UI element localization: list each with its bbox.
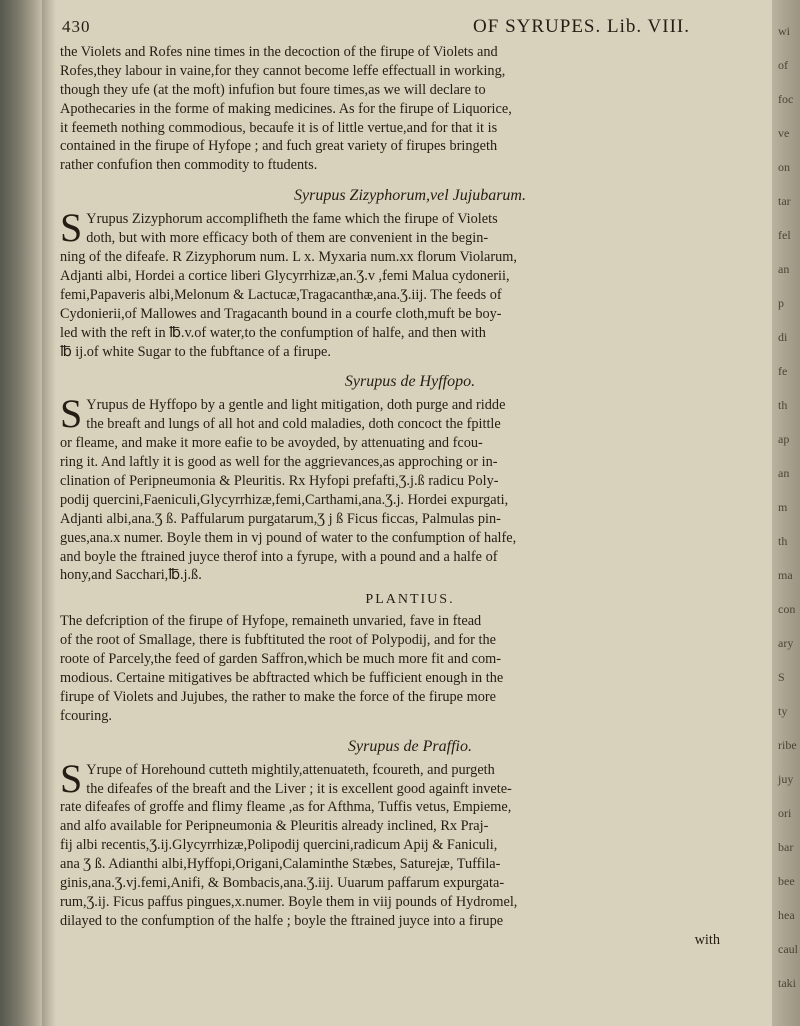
neighbor-page-fragment: ve <box>778 126 790 140</box>
neighbor-page-fragment: bee <box>778 874 795 888</box>
neighbor-page-fragment: juy <box>778 772 794 786</box>
section-title: Syrupus de Hyffopo. <box>344 373 476 391</box>
neighbor-page-fragment: wi <box>778 24 790 38</box>
plantius-paragraph <box>60 612 760 725</box>
text-line: ana Ʒ ß. Adianthi albi,Hyffopi,Origani,Calaminthe Stæbes, Saturejæ, Tuffila- <box>60 856 501 873</box>
section-paragraph <box>60 755 760 950</box>
section-paragraph <box>60 205 760 361</box>
neighbor-page-fragment: ori <box>778 806 792 820</box>
text-line: the difeafes of the breaft and the Liver ; it is excellent good againft invete- <box>86 780 512 797</box>
text-line: the Violets and Rofes nine times in the decoction of the firupe of Violets and <box>60 43 498 60</box>
text-line: Rofes,they labour in vaine,for they cannot become leffe effectuall in working, <box>60 62 506 79</box>
drop-cap: S <box>60 391 83 437</box>
text-line: rather confufion then commodity to ftudents. <box>60 157 318 174</box>
text-line: femi,Papaveris albi,Melonum & Lactucæ,Tragacanthæ,ana.Ʒ.iij. The feeds of <box>60 286 502 303</box>
text-line: and boyle the ftrained juyce therof into a fyrupe, with a pound and a halfe of <box>60 548 498 565</box>
text-line: dilayed to the confumption of the halfe ; boyle the ftrained juyce into a firupe <box>60 912 504 929</box>
neighbor-page-fragment: tar <box>778 194 791 208</box>
running-header <box>62 18 760 37</box>
section-title: Syrupus de Praffio. <box>348 737 472 755</box>
text-line: it feemeth nothing commodious, becaufe it is of little vertue,and for that it is <box>60 119 498 136</box>
text-line: ning of the difeafe. R Zizyphorum num. L x. Myxaria num.xx florum Violarum, <box>60 248 517 265</box>
neighbor-page-fragment: foc <box>778 92 794 106</box>
text-line: contained in the firupe of Hyfope ; and fuch great variety of firupes bringeth <box>60 138 498 155</box>
neighbor-page-fragment: fel <box>778 228 791 242</box>
neighbor-page-fragment: con <box>778 602 796 616</box>
neighbor-page-fragment: th <box>778 398 788 412</box>
text-line: Adjanti albi, Hordei a cortice liberi Glycyrrhizæ,an.Ʒ.v ,femi Malua cydonerii, <box>60 267 510 284</box>
text-line: The defcription of the firupe of Hyfope, remaineth unvaried, fave in ftead <box>60 613 482 630</box>
neighbor-page-fragment: S <box>778 670 785 684</box>
text-line: Adjanti albi,ana.Ʒ ß. Paffularum purgatarum,Ʒ j ß Ficus ficcas, Palmulas pin- <box>60 510 501 527</box>
catchword: with <box>694 931 720 948</box>
neighbor-page-fragment: taki <box>778 976 796 990</box>
text-line: rum,Ʒ.ij. Ficus paffus pingues,x.numer. Boyle them in viij pounds of Hydromel, <box>60 893 518 910</box>
text-line: ginis,ana.Ʒ.vj.femi,Anifi, & Bombacis,ana.Ʒ.iij. Uuarum paffarum expurgata- <box>60 875 505 892</box>
book-spine-shadow <box>0 0 42 1026</box>
gutter-shadow <box>42 0 56 1026</box>
text-line: Cydonierii,of Mallowes and Tragacanth bound in a courfe cloth,muft be boy- <box>60 305 502 322</box>
text-line: Yrupus de Hyffopo by a gentle and light mitigation, doth purge and ridde <box>86 397 506 414</box>
text-line: roote of Parcely,the feed of garden Saffron,which be much more fit and com- <box>60 651 502 668</box>
neighbor-page-fragment: on <box>778 160 790 174</box>
text-line: Yrupe of Horehound cutteth mightily,attenuateth, fcoureth, and purgeth <box>86 761 495 778</box>
text-line: ring it. And laftly it is good as well for the aggrievances,as approching or in- <box>60 454 498 471</box>
neighbor-page-fragment: of <box>778 58 788 72</box>
page-text-block <box>60 18 760 950</box>
drop-cap: S <box>60 205 83 251</box>
neighbor-page-fragment: an <box>778 262 790 276</box>
neighbor-page-fragment: m <box>778 500 788 514</box>
neighbor-page-fragment: p <box>778 296 784 310</box>
text-line: doth, but with more efficacy both of them are convenient in the begin- <box>86 230 489 247</box>
neighbor-page-fragment: hea <box>778 908 795 922</box>
text-line: hony,and Sacchari,℔.j.ß. <box>60 567 202 584</box>
neighbor-page-fragment: ma <box>778 568 793 582</box>
text-line: clination of Peripneumonia & Pleuritis. Rx Hyfopi prefafti,Ʒ.j.ß radicu Poly- <box>60 472 499 489</box>
running-head-title: OF SYRUPES. Lib. VIII. <box>473 16 690 37</box>
text-line: podij quercini,Faeniculi,Glycyrrhizæ,femi,Carthami,ana.Ʒ.j. Hordei expurgati, <box>60 491 509 508</box>
text-line: modious. Certaine mitigatives be abftracted which be fufficient enough in the <box>60 670 504 686</box>
neighbor-page-fragment: ribe <box>778 738 797 752</box>
text-line: the breaft and lungs of all hot and cold maladies, doth concoct the fpittle <box>86 416 501 433</box>
neighbor-page-fragment: an <box>778 466 790 480</box>
text-line: and alfo available for Peripneumonia & Pleuritis already inclined, Rx Praj- <box>60 818 489 835</box>
text-line: gues,ana.x numer. Boyle them in vj pound of water to the confumption of halfe, <box>60 529 517 546</box>
neighbor-page-fragment: th <box>778 534 788 548</box>
section-title: Syrupus Zizyphorum,vel Jujubarum. <box>294 187 526 205</box>
text-line: of the root of Smallage, there is fubftituted the root of Polypodij, and for the <box>60 632 496 649</box>
section-paragraph <box>60 391 760 585</box>
page-number: 430 <box>62 17 91 36</box>
text-line: Yrupus Zizyphorum accomplifheth the fame which the firupe of Violets <box>86 211 498 228</box>
text-line: rate difeafes of groffe and flimy fleame ,as for Afthma, Tuffis vetus, Empieme, <box>60 799 512 816</box>
text-line: led with the reft in ℔.v.of water,to the confumption of halfe, and then with <box>60 324 486 341</box>
neighbor-page-fragment: fe <box>778 364 788 378</box>
neighbor-page-fragment: ap <box>778 432 790 446</box>
neighbor-page-fragment: di <box>778 330 788 344</box>
neighbor-page-fragment: ty <box>778 704 788 718</box>
adjacent-page-edge <box>772 0 800 1026</box>
text-line: fcouring. <box>60 707 113 724</box>
text-line: firupe of Violets and Jujubes, the rather to make the force of the firupe more <box>60 688 496 705</box>
neighbor-page-fragment: caul <box>778 942 798 956</box>
intro-paragraph <box>60 43 760 175</box>
drop-cap: S <box>60 755 83 801</box>
text-line: though they ufe (at the moft) infufion but foure times,as we will declare to <box>60 81 486 98</box>
text-line: ℔ ij.of white Sugar to the fubftance of a firupe. <box>60 343 331 360</box>
text-line: or fleame, and make it more eafie to be avoyded, by attenuating and fcou- <box>60 435 483 452</box>
text-line: fij albi recentis,Ʒ.ij.Glycyrrhizæ,Polipodij quercini,radicum Apij & Faniculi, <box>60 837 498 854</box>
neighbor-page-fragment: bar <box>778 840 794 854</box>
neighbor-page-fragment: ary <box>778 636 794 650</box>
plantius-heading: PLANTIUS. <box>365 592 455 608</box>
text-line: Apothecaries in the forme of making medicines. As for the firupe of Liquorice, <box>60 100 512 117</box>
